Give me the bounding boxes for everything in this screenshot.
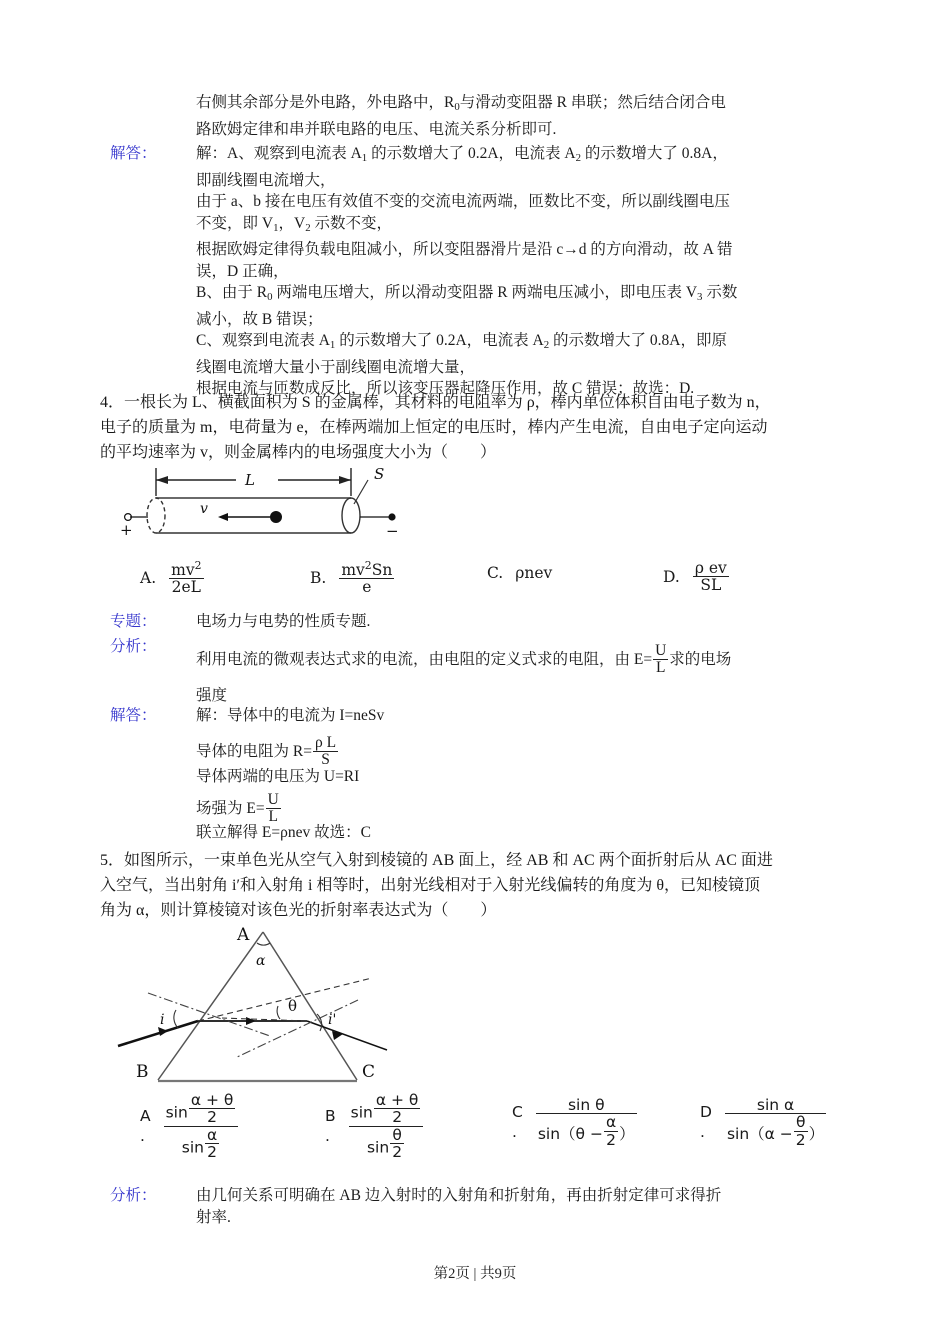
analysis-label-q5: 分析： [110,1187,157,1204]
question-5-number: 5． [100,852,125,869]
q3-answer-line [196,357,836,379]
r0-subscript: 0 [454,101,460,114]
q4-analysis-post: 求的电场 [669,650,732,668]
svg-text:S: S [374,465,385,483]
q4-answer-line5: 联立解得 E=ρnev 故选：C [196,824,371,841]
text-run: 的示数增大了 0.2A，电流表 A [335,332,544,350]
svg-text:C: C [362,1062,376,1082]
q4-option-a-expr: $\frac{mv^2}{2eL}$ [171,559,202,597]
question-5-stem-line2: 入空气，当出射角 i′和入射角 i 相等时，出射光线相对于入射光线偏转的角度为 θ，已知棱镜顶 [100,877,761,894]
text-run: 示数不变， [310,214,393,232]
q5-option-a-tag: A . [140,1107,151,1146]
q5-option-b-expr: sin $\frac{\alpha + \theta}{2}$ sin $\frac{\theta}{2}$ [348,1092,425,1160]
q3-answer-line [196,213,836,240]
q3-answer-line [196,282,836,309]
q4-topic-text: 电场力与电势的性质专题. [196,613,371,630]
q4-option-d-tag: D. [663,567,680,586]
answer-label-q3: 解答： [110,145,157,162]
q3-analysis-line2: 路欧姆定律和串并联电路的电压、电流关系分析即可. [196,120,557,138]
q4-analysis-line2: 强度 [196,687,228,704]
answer-label-q4: 解答： [110,707,157,724]
q5-option-d-expr: sin α sin（α − $\frac{\theta}{2}$ ） [726,1096,825,1149]
q3-answer-body [196,143,836,400]
q4-field-frac: $\frac{U}{L}$ [267,791,279,826]
q4-option-d[interactable] [663,560,730,594]
text-run: 由于 a、b 接在电压有效值不变的交流电流两端，匝数比不变，所以副线圈电压 [196,193,730,211]
svg-text:B: B [136,1062,149,1082]
q4-option-c[interactable] [487,562,552,583]
text-run: 根据电流与匝数成反比，所以该变压器起降压作用，故 C 错误；故选：D. [196,380,695,398]
q4-option-a[interactable] [140,560,205,595]
q4-option-c-expr: ρnev [515,564,553,582]
q3-answer-line [196,330,836,357]
metal-rod-figure [118,462,418,552]
svg-text:α: α [256,953,266,969]
svg-text:A: A [237,925,250,945]
q4-option-d-expr: $\frac{\text{ρ ev}}{SL}$ [694,559,727,595]
text-run: 线圈电流增大量小于副线圈电流增大量， [196,358,476,376]
q4-answer-line3: 导体两端的电压为 U=RI [196,768,360,785]
q4-option-c-tag: C. [487,564,504,582]
svg-text:i': i' [328,1012,337,1028]
subscript: 0 [267,291,273,304]
svg-text:+: + [120,521,133,539]
q4-analysis-text [196,643,842,677]
q3-answer-line [196,191,836,213]
subscript: 1 [361,152,368,165]
subscript: 2 [575,152,581,165]
q5-option-c[interactable] [512,1097,638,1148]
q4-option-b[interactable] [310,560,395,595]
question-4-stem-line1: 一根长为 L、横截面积为 S 的金属棒，其材料的电阻率为 ρ，棒内单位体积自由电子数为 n， [124,394,771,411]
question-4-stem-line2: 电子的质量为 m，电荷量为 e，在棒两端加上恒定的电压时，棒内产生电流，自由电子定向运动 [100,419,768,436]
q4-option-b-tag: B. [310,568,327,587]
q3-analysis-line1-text: 右侧其余部分是外电路，外电路中，R [196,94,455,111]
q5-option-b[interactable] [325,1092,424,1160]
text-run: C、观察到电流表 A [196,332,330,350]
q3-analysis-continuation [196,92,836,140]
text-run: 的示数增大了 0.8A，即原 [549,332,727,350]
analysis-label-q4: 分析： [110,638,157,655]
text-run: ，V [278,214,306,232]
subscript: 3 [697,291,703,304]
question-4-number: 4． [100,394,125,411]
q4-resistivity-frac: $\frac{\text{ρ L}}{S}$ [314,734,337,769]
q4-option-a-tag: A. [140,568,157,587]
q3-answer-line [196,143,836,170]
svg-text:−: − [386,522,399,540]
question-4-stem-line3: 的平均速率为 v，则金属棒内的电场强度大小为（ ） [100,444,497,461]
svg-text:θ: θ [288,997,298,1015]
q4-option-b-expr: $\frac{mv^2Sn}{e}$ [341,559,393,597]
q5-option-c-tag: C . [512,1103,523,1142]
q3-answer-line [196,309,836,331]
text-run: 的示数增大了 0.2A，电流表 A [367,145,576,162]
q3-answer-line [196,239,836,261]
topic-label-q4: 专题： [110,613,157,630]
q3-answer-line [196,261,836,283]
text-run: 误，D 正确， [196,262,289,280]
q4-answer-line1: 解：导体中的电流为 I=neSv [196,707,385,724]
q5-option-a[interactable] [140,1092,239,1160]
text-run: 的示数增大了 0.8A， [581,145,728,162]
svg-text:v: v [200,501,208,517]
q4-analysis-pre: 利用电流的微观表达式求的电流，由电阻的定义式求的电阻，由 E= [196,650,653,668]
q4-analysis-frac: $\frac{U}{L}$ [655,642,667,677]
q5-option-d[interactable] [700,1097,827,1148]
q3-analysis-line1 [196,92,836,119]
text-run: B、由于 R [196,284,268,302]
svg-text:i: i [160,1012,165,1028]
prism-figure [110,918,420,1090]
text-run: 根据欧姆定律得负载电阻减小，所以变阻器滑片是沿 c→d 的方向滑动，故 A 错 [196,241,733,259]
page-footer: 第2页 | 共9页 [433,1266,517,1282]
text-run: 即副线圈电流增大， [196,171,336,189]
text-run: 示数 [702,284,738,302]
subscript: 2 [305,221,311,234]
question-5-stem-line3: 角为 α，则计算棱镜对该色光的折射率表达式为（ ） [100,902,497,919]
question-5-stem [100,848,842,923]
q5-analysis-line2: 射率. [196,1209,231,1226]
text-run: 不变，即 V [196,214,274,232]
subscript: 1 [329,339,336,352]
question-5-stem-line1: 如图所示，一束单色光从空气入射到棱镜的 AB 面上，经 AB 和 AC 两个面折射后从 AC 面进 [124,852,773,869]
q5-option-b-tag: B . [325,1107,336,1146]
q5-analysis-line1: 由几何关系可明确在 AB 边入射时的入射角和折射角，再由折射定律可求得折 [196,1187,722,1204]
q4-answer-line2 [196,735,339,769]
question-4-stem [100,390,842,465]
q4-answer-line4 [196,792,282,826]
text-run: 减小，故 B 错误； [196,310,323,328]
q3-analysis-line1-cont: 与滑动变阻器 R 串联；然后结合闭合电 [459,94,726,111]
subscript: 2 [543,339,550,352]
q5-option-c-expr: sin θ sin（θ − $\frac{\alpha}{2}$ ） [537,1096,635,1149]
q4-answer-line2-pre: 导体的电阻为 R= [196,742,312,760]
text-run: 解：A、观察到电流表 A [196,145,362,162]
text-run: 两端电压增大，所以滑动变阻器 R 两端电压减小，即电压表 V [272,284,698,302]
q5-option-d-tag: D . [700,1103,712,1142]
q3-answer-line [196,170,836,192]
subscript: 1 [273,221,279,234]
svg-text:L: L [245,471,255,489]
q5-option-a-expr: sin $\frac{\alpha + \theta}{2}$ sin $\frac{\alpha}{2}$ [163,1092,240,1160]
q4-answer-line4-pre: 场强为 E= [196,799,265,817]
